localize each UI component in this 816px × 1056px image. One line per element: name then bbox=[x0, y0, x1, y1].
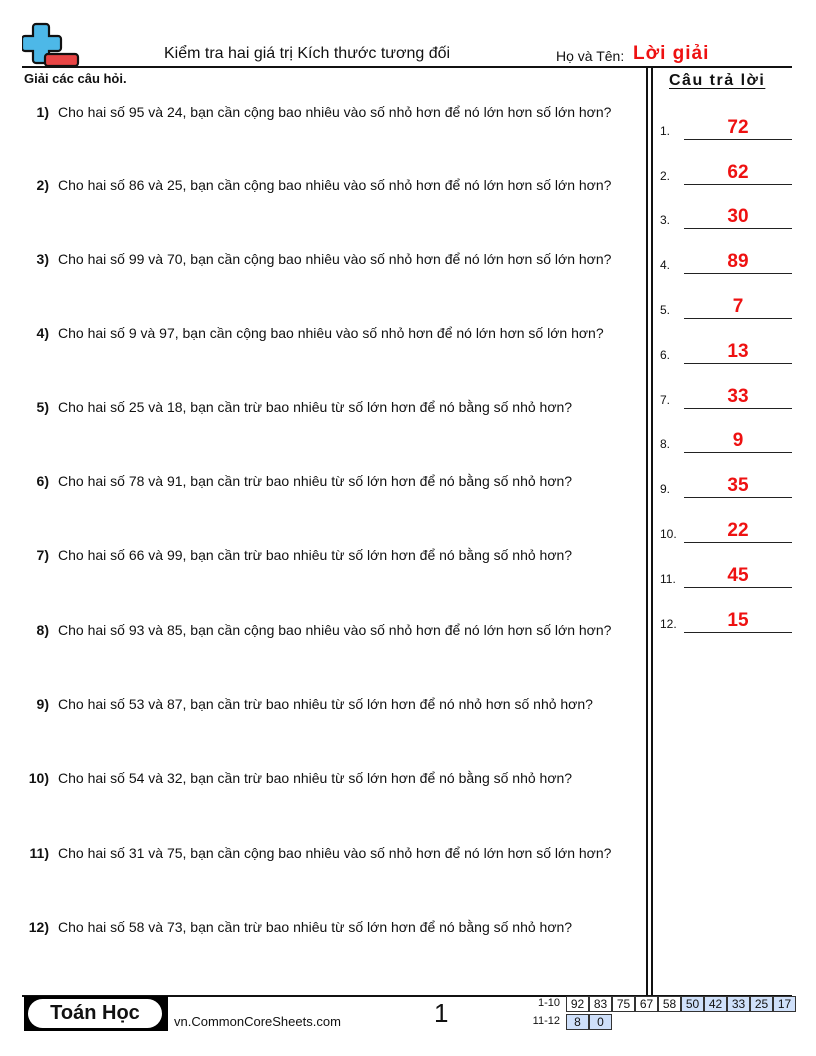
question-number: 6) bbox=[36, 473, 49, 489]
answer-number: 10. bbox=[660, 527, 677, 541]
question-item bbox=[22, 917, 642, 937]
question-text: Cho hai số 93 và 85, bạn cần cộng bao nhiêu vào số nhỏ hơn để nó lớn hơn số lớn hơn? bbox=[58, 622, 612, 638]
question-text: Cho hai số 99 và 70, bạn cần cộng bao nhiêu vào số nhỏ hơn để nó lớn hơn số lớn hơn? bbox=[58, 251, 612, 267]
answer-row bbox=[660, 334, 800, 364]
header-rule bbox=[22, 66, 792, 68]
site-link[interactable]: vn.CommonCoreSheets.com bbox=[174, 1014, 341, 1029]
answer-value: 30 bbox=[727, 206, 749, 227]
answer-row bbox=[660, 244, 800, 274]
score-row-label: 1-10 bbox=[537, 997, 560, 1009]
question-item bbox=[22, 843, 642, 863]
answer-value: 72 bbox=[727, 117, 749, 138]
score-cell: 83 bbox=[589, 996, 612, 1012]
answer-value: 15 bbox=[727, 610, 749, 631]
answer-number: 8. bbox=[660, 437, 671, 451]
answer-row bbox=[660, 289, 800, 319]
score-cell: 33 bbox=[727, 996, 750, 1012]
answer-row bbox=[660, 558, 800, 588]
question-number: 4) bbox=[36, 325, 49, 341]
question-number: 3) bbox=[36, 251, 49, 267]
question-text: Cho hai số 86 và 25, bạn cần cộng bao nhiêu vào số nhỏ hơn để nó lớn hơn số lớn hơn? bbox=[58, 177, 612, 193]
answer-number: 1. bbox=[660, 124, 671, 138]
question-number: 5) bbox=[36, 399, 49, 415]
answer-value: 22 bbox=[727, 520, 749, 541]
question-item bbox=[22, 323, 642, 343]
answer-row bbox=[660, 155, 800, 185]
plus-minus-logo-icon bbox=[22, 22, 80, 68]
brand-label: Toán Học bbox=[28, 999, 162, 1028]
question-text: Cho hai số 66 và 99, bạn cần trừ bao nhiêu từ số lớn hơn để nó bằng số nhỏ hơn? bbox=[58, 547, 573, 563]
answer-value: 9 bbox=[732, 430, 744, 451]
question-text: Cho hai số 95 và 24, bạn cần cộng bao nhiêu vào số nhỏ hơn để nó lớn hơn số lớn hơn? bbox=[58, 104, 612, 120]
answer-number: 4. bbox=[660, 258, 671, 272]
question-number: 1) bbox=[36, 104, 49, 120]
question-number: 2) bbox=[36, 177, 49, 193]
question-number: 11) bbox=[29, 845, 49, 861]
score-cell: 8 bbox=[566, 1014, 589, 1030]
question-item bbox=[22, 768, 642, 788]
question-text: Cho hai số 78 và 91, bạn cần trừ bao nhiêu từ số lớn hơn để nó bằng số nhỏ hơn? bbox=[58, 473, 573, 489]
score-cell: 92 bbox=[566, 996, 589, 1012]
question-text: Cho hai số 9 và 97, bạn cần cộng bao nhiêu vào số nhỏ hơn để nó lớn hơn số lớn hơn? bbox=[58, 325, 604, 341]
answer-number: 5. bbox=[660, 303, 671, 317]
answer-row bbox=[660, 423, 800, 453]
score-cell: 25 bbox=[750, 996, 773, 1012]
score-cell: 58 bbox=[658, 996, 681, 1012]
question-text: Cho hai số 53 và 87, bạn cần trừ bao nhiêu từ số lớn hơn để nó nhỏ hơn số nhỏ hơn? bbox=[58, 696, 593, 712]
question-text: Cho hai số 58 và 73, bạn cần trừ bao nhiêu từ số lớn hơn để nó bằng số nhỏ hơn? bbox=[58, 919, 573, 935]
question-item bbox=[22, 102, 642, 122]
answer-value: 13 bbox=[727, 341, 749, 362]
question-item bbox=[22, 249, 642, 269]
answer-row bbox=[660, 379, 800, 409]
question-text: Cho hai số 25 và 18, bạn cần trừ bao nhiêu từ số lớn hơn để nó bằng số nhỏ hơn? bbox=[58, 399, 573, 415]
question-number: 9) bbox=[36, 696, 49, 712]
answer-number: 9. bbox=[660, 482, 671, 496]
answer-number: 12. bbox=[660, 617, 677, 631]
question-item bbox=[22, 545, 642, 565]
question-number: 10) bbox=[28, 770, 49, 786]
answer-value: 33 bbox=[727, 386, 749, 407]
answer-value: 89 bbox=[727, 251, 749, 272]
answer-number: 6. bbox=[660, 348, 671, 362]
question-item bbox=[22, 175, 642, 195]
question-item bbox=[22, 397, 642, 417]
question-number: 8) bbox=[36, 622, 49, 638]
question-number: 7) bbox=[36, 547, 49, 563]
answer-row bbox=[660, 468, 800, 498]
question-item bbox=[22, 471, 642, 491]
answer-row bbox=[660, 110, 800, 140]
question-text: Cho hai số 54 và 32, bạn cần trừ bao nhiêu từ số lớn hơn để nó bằng số nhỏ hơn? bbox=[58, 770, 573, 786]
score-cell: 0 bbox=[589, 1014, 612, 1030]
question-item bbox=[22, 620, 642, 640]
answer-value: 62 bbox=[727, 162, 749, 183]
score-cell: 67 bbox=[635, 996, 658, 1012]
answer-number: 3. bbox=[660, 213, 671, 227]
answer-key-heading: Câu trả lời bbox=[669, 72, 766, 89]
page-number: 1 bbox=[434, 998, 449, 1028]
answer-value: 7 bbox=[732, 296, 744, 317]
score-cell: 50 bbox=[681, 996, 704, 1012]
answer-row bbox=[660, 513, 800, 543]
instructions: Giải các câu hỏi. bbox=[24, 71, 127, 86]
answer-value: 35 bbox=[727, 475, 749, 496]
answer-number: 2. bbox=[660, 169, 671, 183]
question-number: 12) bbox=[28, 919, 49, 935]
answer-value: 45 bbox=[727, 565, 749, 586]
score-cell: 42 bbox=[704, 996, 727, 1012]
name-value: Lời giải bbox=[633, 43, 710, 64]
question-text: Cho hai số 31 và 75, bạn cần cộng bao nhiêu vào số nhỏ hơn để nó lớn hơn số lớn hơn? bbox=[58, 845, 612, 861]
column-divider bbox=[651, 68, 653, 996]
column-divider bbox=[646, 68, 648, 996]
score-row-label: 11-12 bbox=[532, 1015, 560, 1027]
score-cell: 17 bbox=[773, 996, 796, 1012]
name-label: Họ và Tên: bbox=[556, 48, 625, 64]
answer-row bbox=[660, 603, 800, 633]
answer-number: 7. bbox=[660, 393, 671, 407]
question-item bbox=[22, 694, 642, 714]
answer-number: 11. bbox=[660, 572, 676, 586]
score-cell: 75 bbox=[612, 996, 635, 1012]
worksheet-title: Kiểm tra hai giá trị Kích thước tương đối bbox=[164, 45, 451, 62]
answer-row bbox=[660, 199, 800, 229]
